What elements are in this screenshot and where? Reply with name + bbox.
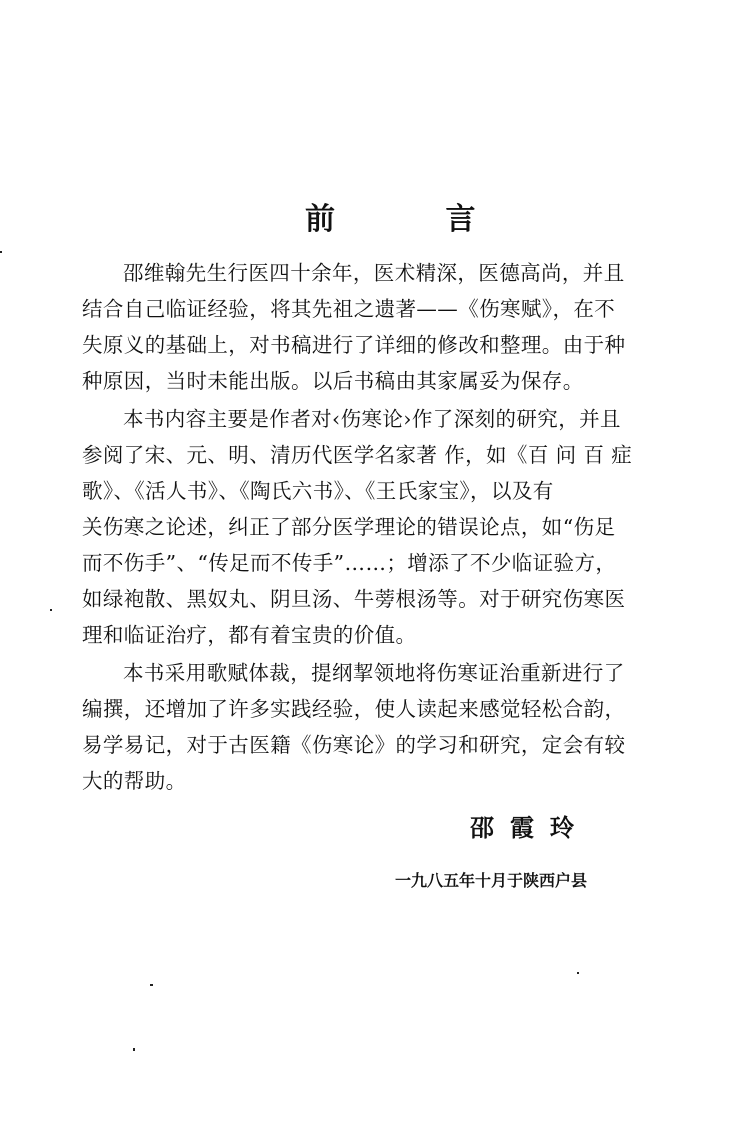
- text-line: 本书内容主要是作者对‹伤寒论›作了深刻的研究，并且: [123, 407, 621, 431]
- page-title: 前 言: [305, 202, 526, 237]
- text-line: 关伤寒之论述，纠正了部分医学理论的错误论点，如“伤足: [82, 515, 616, 539]
- text-line: 结合自己临证经验，将其先祖之遗著——《伤寒赋》，在不: [82, 297, 616, 321]
- text-line: 本书采用歌赋体裁，提纲挈领地将伤寒证治重新进行了: [123, 661, 625, 685]
- scan-speck: [577, 972, 579, 974]
- scan-speck: [150, 984, 153, 986]
- author-signature: 邵霞玲: [470, 813, 590, 842]
- text-line: 而不伤手”、“传足而不传手”……；增添了不少临证验方，: [82, 551, 617, 575]
- text-line: 编撰，还增加了许多实践经验，使人读起来感觉轻松合韵，: [82, 697, 626, 721]
- text-line: 大的帮助。: [82, 769, 187, 793]
- text-line: 参阅了宋、元、明、清历代医学名家著 作，如《百 问 百 症: [82, 443, 633, 467]
- scan-speck: [133, 1048, 135, 1051]
- date-place: 一九八五年十月于陕西户县: [395, 871, 588, 890]
- text-line: 种原因，当时未能出版。以后书稿由其家属妥为保存。: [82, 369, 584, 393]
- text-line: 如绿袍散、黑奴丸、阴旦汤、牛蒡根汤等。对于研究伤寒医: [82, 587, 626, 611]
- scan-speck: [0, 251, 2, 253]
- text-line: 易学易记，对于古医籍《伤寒论》的学习和研究，定会有较: [82, 733, 626, 757]
- text-line: 理和临证治疗，都有着宝贵的价值。: [82, 623, 417, 647]
- text-line: 邵维翰先生行医四十余年，医术精深，医德高尚，并且: [123, 261, 625, 285]
- scan-speck: [50, 609, 52, 611]
- text-line: 歌》、《活人书》、《陶氏六书》、《王氏家宝》，以及有: [82, 479, 554, 503]
- text-line: 失原义的基础上，对书稿进行了详细的修改和整理。由于种: [82, 333, 626, 357]
- preface-body: [82, 258, 656, 758]
